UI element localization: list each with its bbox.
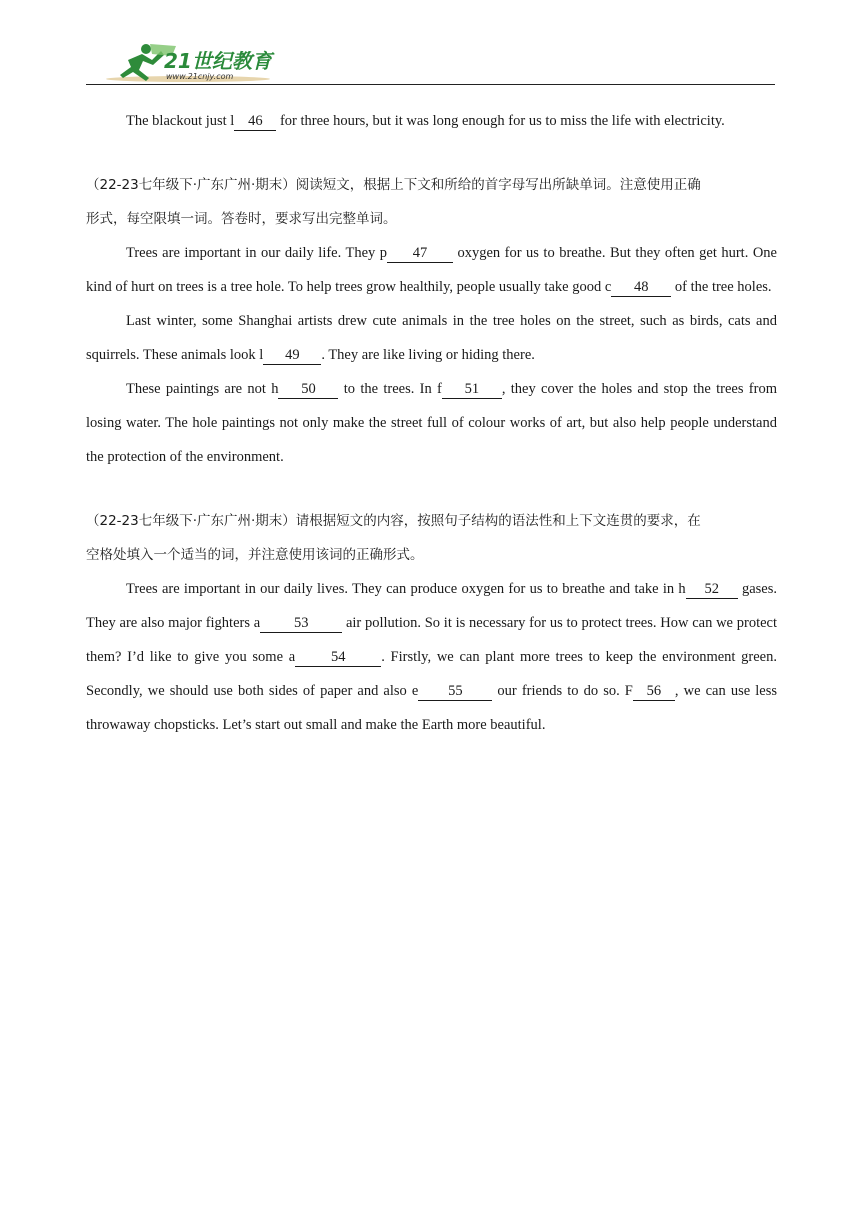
logo-21cnjy [106,40,276,84]
section1-paragraph-3: These paintings are not h 50 to the trees. In f 51 , they cover the holes and stop the trees from losing water. The hole paintings not only make the street full of colour works of art, but also help people understand the protection of the environment. [86,381,777,465]
page-header [86,38,775,86]
section2-instruction: （22-23七年级下·广东广州·期末）请根据短文的内容，按照句子结构的语法性和上下文连贯的要求，在 空格处填入一个适当的词，并注意使用该词的正确形式。 [86,513,701,563]
paragraph-q46: The blackout just l 46 for three hours, but it was long enough for us to miss the life with electricity. [126,113,725,129]
section1-paragraph-2: Last winter, some Shanghai artists drew cute animals in the tree holes on the street, such as birds, cats and squirrels. These animals look l 49 . They are like living or hiding there. [86,313,777,363]
logo-main-text: 21世纪教育 [164,49,272,73]
blank-56: 56 [633,682,675,701]
section2-paragraph: Trees are important in our daily lives. They can produce oxygen for us to breathe and take in h 52 gases. They are also major fighters a 53 air pollution. So it is necessary for us to protect trees. How can we protect them? I’d like to give you some a 54 . Firstly, we can plant more trees to keep the environment green. Secondly, we should use both sides of paper and also e 55 our friends to do so. F 56 , we can use less throwaway chopsticks. Let’s start out small and make the Earth more beautiful. [86,581,778,733]
blank-51: 51 [442,380,502,399]
blank-52: 52 [686,580,738,599]
blank-53: 53 [260,614,342,633]
blank-54: 54 [295,648,381,667]
blank-49: 49 [263,346,321,365]
blank-50: 50 [278,380,338,399]
runner-icon-head [141,44,151,54]
blank-48: 48 [611,278,671,297]
logo-sub-text: www.21cnjy.com [166,72,234,81]
header-divider [86,84,775,85]
blank-47: 47 [387,244,453,263]
blank-46: 46 [234,112,276,131]
blank-55: 55 [418,682,492,701]
section1-instruction: （22-23七年级下·广东广州·期末）阅读短文，根据上下文和所给的首字母写出所缺单词。注意使用正确 形式，每空限填一词。答卷时，要求写出完整单词。 [86,177,701,227]
document-body [86,104,777,742]
section1-paragraph-1: Trees are important in our daily life. They p 47 oxygen for us to breathe. But they often get hurt. One kind of hurt on trees is a tree hole. To help trees grow healthily, people usually take good c 48 of the tree holes. [86,245,777,295]
